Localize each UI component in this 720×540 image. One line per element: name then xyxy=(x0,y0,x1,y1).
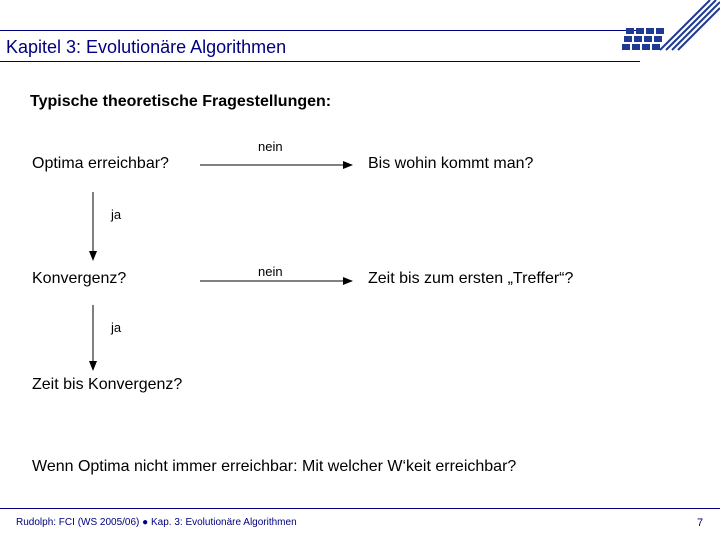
no-label-2: nein xyxy=(258,264,283,279)
yes-label-1: ja xyxy=(111,207,122,222)
footer-rule xyxy=(0,508,720,509)
page-number: 7 xyxy=(697,517,704,529)
footer-text: Rudolph: FCI (WS 2005/06) ● Kap. 3: Evolutionäre Algorithmen xyxy=(16,517,297,528)
question-convergence: Konvergenz? xyxy=(32,270,127,287)
question-probability: Wenn Optima nicht immer erreichbar: Mit welcher W‘keit erreichbar? xyxy=(32,458,517,475)
result-time-to-first-hit: Zeit bis zum ersten „Treffer“? xyxy=(368,270,574,287)
question-optima-reachable: Optima erreichbar? xyxy=(32,155,169,172)
page-title: Kapitel 3: Evolutionäre Algorithmen xyxy=(6,37,287,57)
yes-label-2: ja xyxy=(111,320,122,335)
no-label-1: nein xyxy=(258,139,283,154)
result-how-far: Bis wohin kommt man? xyxy=(368,155,534,172)
slide-subtitle: Typische theoretische Fragestellungen: xyxy=(30,93,332,110)
question-time-to-convergence: Zeit bis Konvergenz? xyxy=(32,376,183,393)
